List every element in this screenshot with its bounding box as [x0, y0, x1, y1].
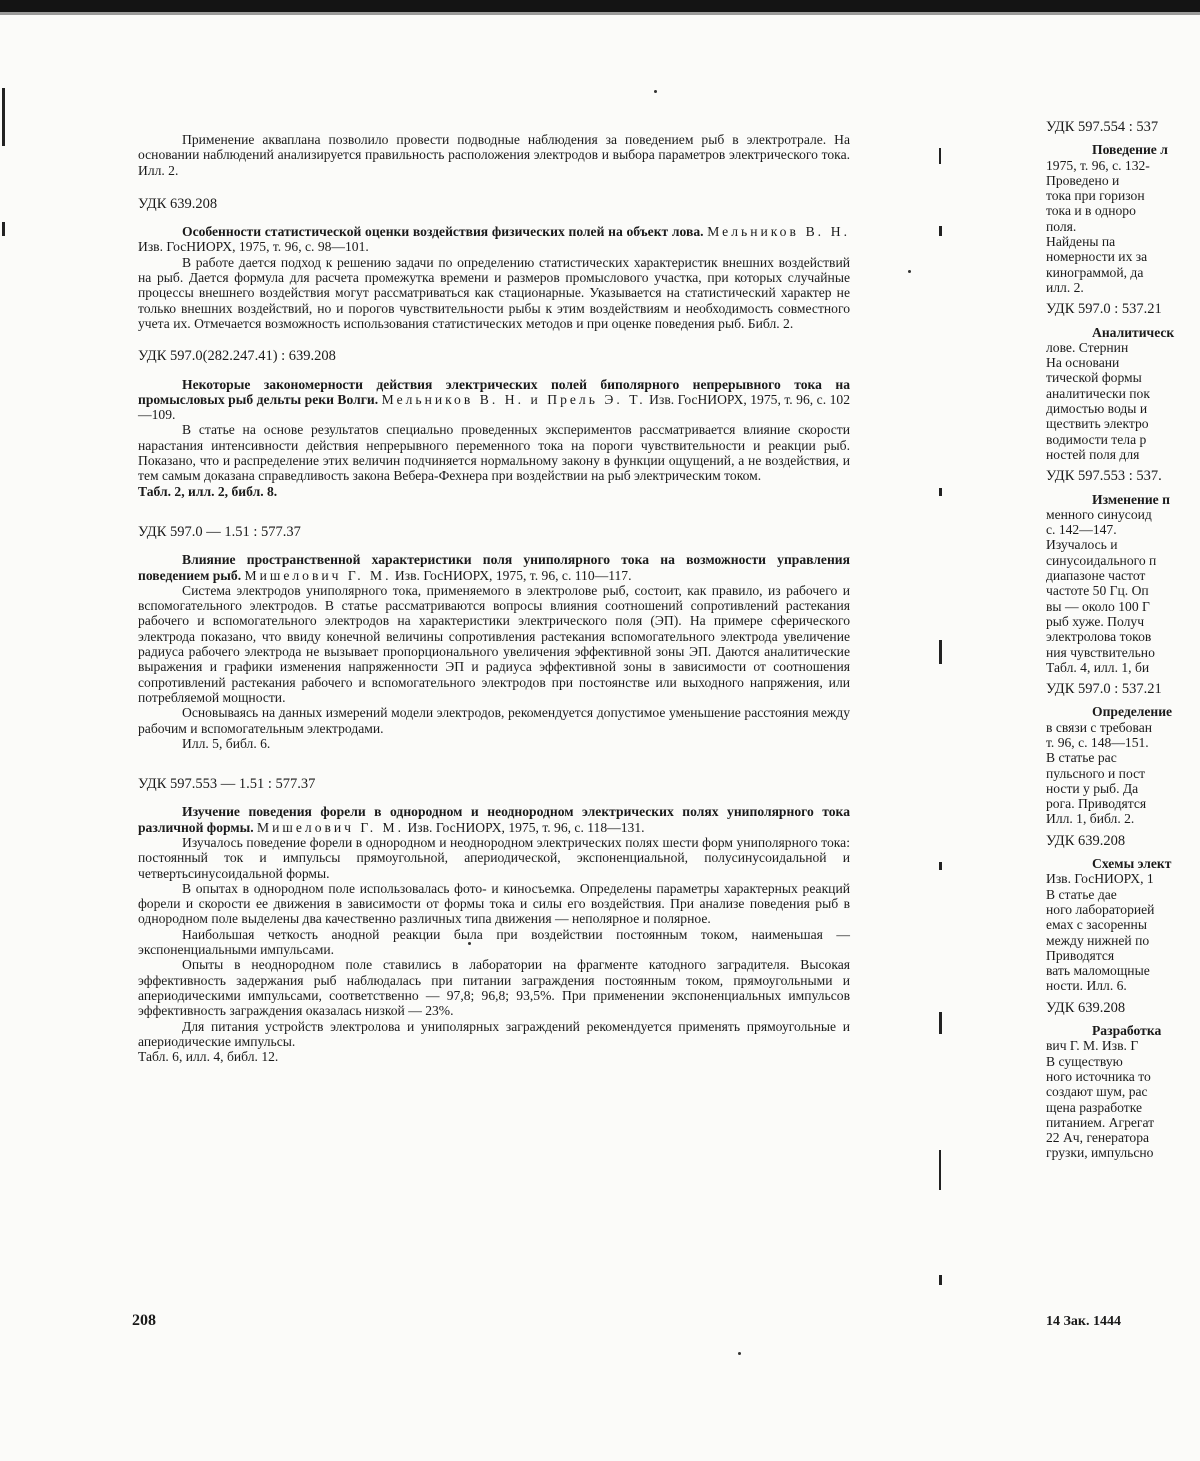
gutter-mark	[939, 1012, 942, 1034]
text-line: ностей поля для	[1046, 446, 1140, 462]
text-line: Найдены па	[1046, 234, 1116, 250]
text-line: ния чувствительно	[1046, 644, 1155, 660]
scan-speck	[908, 270, 911, 273]
text-line: ного источника то	[1046, 1068, 1151, 1084]
abstract-source: Изв. ГосНИОРХ, 1975, т. 96, с. 102—109.	[138, 391, 850, 423]
abstract-source: Изв. ГосНИОРХ, 1975, т. 96, с. 98—101.	[138, 239, 369, 255]
text-line: ности. Илл. 6.	[1046, 978, 1127, 994]
blank-line	[1046, 697, 1200, 704]
text-line: вать маломощные	[1046, 963, 1150, 979]
text-line: диапазоне частот	[1046, 568, 1146, 584]
udk-heading: УДК 597.554 : 537	[1046, 120, 1159, 135]
binding-mark	[2, 88, 5, 146]
abstract-body: Наибольшая четкость анодной реакции была при воздействии постоянным током, наименьшая — экспоненциальными импульсами.	[138, 926, 850, 958]
text-line: щена разработке	[1046, 1099, 1143, 1115]
blank-line	[1046, 485, 1200, 492]
text-line: тической формы	[1046, 370, 1142, 386]
abstract-author: Мишелович Г. М.	[257, 819, 405, 835]
abstract-title: Некоторые закономерности действия электрических полей биполярного непрерывного тока на промысловых рыб дельты реки Волги.	[138, 376, 850, 407]
text-line: Изв. ГосНИОРХ, 1	[1046, 871, 1154, 887]
udk-heading: УДК 639.208	[138, 195, 218, 212]
text-line: Табл. 4, илл. 1, би	[1046, 659, 1150, 675]
abstract-header	[138, 377, 850, 423]
gutter-mark	[939, 640, 942, 664]
text-line: В статье дае	[1046, 886, 1117, 902]
text-line: пульсного и пост	[1046, 765, 1146, 781]
abstract-body: Опыты в неоднородном поле ставились в лаборатории на фрагменте катодного заградителя. Высокая эффективность задержания рыб наблюдалась при питании заграждения постоянным током, прямоугольными и апериодическими импульсами, соответственно — 97,8; 96,8; 93,5%. При применении экспоненциальных импульсов эффективность заграждения оказалась низкой — 23%.	[138, 957, 850, 1019]
text-line: тока и в одноро	[1046, 203, 1136, 219]
abstract-tail: Илл. 5, библ. 6.	[182, 735, 271, 751]
text-line: в связи с требован	[1046, 719, 1153, 735]
text-line: тока при горизон	[1046, 188, 1145, 204]
text-line: На основани	[1046, 355, 1120, 371]
right-column-cropped	[1046, 120, 1200, 1161]
text-line: между нижней по	[1046, 932, 1150, 948]
text-line: Изучалось и	[1046, 537, 1118, 553]
abstract-title: Влияние пространственной характеристики поля униполярного тока на возможности управления поведением рыб.	[138, 552, 850, 583]
text-line: лове. Стернин	[1046, 339, 1129, 355]
udk-heading: УДК 639.208	[1046, 832, 1126, 849]
text-line: емах с засоренны	[1046, 917, 1147, 933]
text-line: Илл. 1, библ. 2.	[1046, 811, 1135, 827]
text-line: с. 142—147.	[1046, 522, 1117, 538]
text-line: Схемы элект	[1092, 856, 1172, 872]
blank-line	[1046, 1016, 1200, 1023]
gutter-mark	[939, 862, 942, 870]
blank-line	[1046, 135, 1200, 142]
text-line: т. 96, с. 148—151.	[1046, 734, 1149, 750]
intro-paragraph: Применение акваплана позволило провести подводные наблюдения за поведением рыб в электротрале. На основании наблюдений анализируется правильность расположения электродов и выбора параметров электрического тока. Илл. 2.	[138, 132, 850, 178]
text-line: 1975, т. 96, с. 132-	[1046, 157, 1150, 173]
text-line: частоте 50 Гц. Оп	[1046, 583, 1149, 599]
udk-heading: УДК 597.0 : 537.21	[1046, 301, 1162, 318]
text-line: ного лабораторией	[1046, 901, 1155, 917]
scan-speck	[738, 1352, 741, 1355]
text-line: В статье рас	[1046, 750, 1117, 766]
text-line: рога. Приводятся	[1046, 796, 1147, 812]
text-line: вы — около 100 Г	[1046, 598, 1150, 614]
text-line: грузки, импульсно	[1046, 1145, 1154, 1161]
abstract-header	[138, 224, 850, 255]
text-line: номерности их за	[1046, 249, 1148, 265]
abstract-title: Изучение поведения форели в однородном и неоднородном электрических полях униполярного тока различной формы.	[138, 804, 850, 835]
text-line: Разработка	[1092, 1023, 1162, 1039]
text-line: 22 Ач, генератора	[1046, 1130, 1150, 1146]
udk-heading: УДК 597.553 : 537.	[1046, 468, 1162, 485]
text-line: Приводятся	[1046, 947, 1115, 963]
gutter-mark	[939, 226, 942, 236]
text-line: илл. 2.	[1046, 279, 1084, 295]
gutter-mark	[939, 1275, 942, 1285]
text-line: кинограммой, да	[1046, 264, 1144, 280]
text-line: В существую	[1046, 1053, 1123, 1069]
scan-top-shadow	[0, 12, 1200, 15]
abstract-source: Изв. ГосНИОРХ, 1975, т. 96, с. 118—131.	[407, 819, 645, 835]
abstract-body: В работе дается подход к решению задачи по определению статистических характеристик внешних воздействий на рыб. Дается формула для расчета промежутка времени и размеров промыслового участка, при которых случайные процессы внешнего воздействия могут рассматриваться как стационарные. Указывается на статистический характер не только внешних воздействий, но и порогов чувствительности рыбы к этим воздействиям и необходимость совместного учета их. Отмечается возможность использования статистических методов и при оценке поведения рыб. Библ. 2.	[138, 254, 850, 331]
abstract-body: Для питания устройств электролова и униполярных заграждений рекомендуется применять прямоугольные и апериодические импульсы.	[138, 1018, 850, 1049]
text-line: рыб хуже. Получ	[1046, 613, 1145, 629]
abstract-body: В опытах в однородном поле использовалась фото- и киносъемка. Определены параметры характерных реакций форели и скорости ее движения в зависимости от формы тока и силы его воздействия. При анализе поведения рыб в однородном поле выделены два качественно различных типа движения — неполярное и полярное.	[138, 880, 850, 927]
abstract-body: Основываясь на данных измерений модели электродов, рекомендуется допустимое уменьшение расстояния между рабочим и вспомогательным электродами.	[138, 705, 850, 736]
text-line: синусоидального п	[1046, 552, 1157, 568]
text-line: ности у рыб. Да	[1046, 780, 1139, 796]
blank-line	[1046, 849, 1200, 856]
abstract-body: Изучалось поведение форели в однородном и неоднородном электрических полях шести форм униполярного тока: постоянный ток и импульсы прямоугольной, апериодической, экспоненциальной, полусинусоидальной и четвертьсинусоидальной формы.	[138, 834, 850, 881]
text-line: питанием. Агрегат	[1046, 1114, 1155, 1130]
text-line: Аналитическ	[1092, 324, 1175, 340]
udk-heading: УДК 639.208	[1046, 999, 1126, 1016]
text-line: создают шум, рас	[1046, 1084, 1148, 1100]
abstract-tail: Табл. 2, илл. 2, библ. 8.	[138, 483, 278, 499]
abstract-title: Особенности статистической оценки воздействия физических полей на объект лова.	[182, 224, 704, 240]
text-line: Определение	[1092, 704, 1173, 720]
page-number: 208	[132, 1312, 156, 1329]
scan-top-edge	[0, 0, 1200, 12]
abstract-author: Мельников В. Н.	[707, 224, 850, 240]
text-line: водимости тела р	[1046, 431, 1147, 447]
text-line: Проведено и	[1046, 172, 1120, 188]
udk-heading: УДК 597.553 — 1.51 : 577.37	[138, 776, 316, 793]
blank-line	[1046, 318, 1200, 325]
udk-heading: УДК 597.0(282.247.41) : 639.208	[138, 348, 336, 365]
text-line: электролова токов	[1046, 629, 1152, 645]
abstract-source: Изв. ГосНИОРХ, 1975, т. 96, с. 110—117.	[394, 567, 632, 583]
udk-heading: УДК 597.0 : 537.21	[1046, 681, 1162, 698]
abstract-author: Мишелович Г. М.	[244, 567, 392, 583]
abstract-author: Мельников В. Н. и Прель Э. Т.	[381, 391, 646, 407]
text-line: аналитически пок	[1046, 385, 1150, 401]
gutter-mark	[939, 148, 941, 164]
text-line: Изменение п	[1092, 491, 1170, 507]
text-line: ществить электро	[1046, 416, 1149, 432]
left-column	[138, 132, 850, 1064]
text-line: вич Г. М. Изв. Г	[1046, 1038, 1139, 1054]
gutter-mark	[939, 1150, 941, 1190]
udk-heading: УДК 597.0 — 1.51 : 577.37	[138, 523, 301, 540]
binding-mark	[2, 222, 5, 236]
printer-signature: 14 Зак. 1444	[1046, 1314, 1121, 1329]
scan-speck	[654, 90, 657, 93]
abstract-body: В статье на основе результатов специально проведенных экспериментов рассматривается влияние скорости нарастания интенсивности действия непрерывного переменного тока на пороги чувствительности и реакции рыб. Показано, что и распределение этих величин подчиняется нормальному закону в функции ощущений, а не воздействия, и тем самым доказана справедливость закона Вебера-Фехнера при воздействии на рыб электрическим током.	[138, 422, 850, 484]
abstract-header	[138, 804, 850, 835]
gutter-mark	[939, 488, 942, 496]
abstract-header	[138, 552, 850, 583]
text-line: поля.	[1046, 218, 1077, 234]
text-line: димостью воды и	[1046, 401, 1148, 417]
text-line: менного синусоид	[1046, 506, 1152, 522]
text-line: Поведение л	[1092, 142, 1168, 158]
abstract-tail: Табл. 6, илл. 4, библ. 12.	[138, 1049, 279, 1065]
abstract-body: Система электродов униполярного тока, применяемого в электролове рыб, состоит, как правило, из рабочего и вспомогательного электродов. В статье рассматриваются вопросы влияния соотношений сопротивлений растекания рабочего и вспомогательного электродов на характеристики электрического поля (ЭП). На примере сферического электрода показано, что ввиду конечной величины сопротивления растекания вспомогательного электрода увеличение радиуса рабочего электрода не вызывает пропорционального увеличения эффективной зоны ЭП. Даются аналитические выражения и графики изменения напряженности ЭП и радиуса эффективной зоны в зависимости от соотношения сопротивлений растекания рабочего и вспомогательного электродов при постоянстве или выходного напряжения, или потребляемой мощности.	[138, 582, 850, 705]
